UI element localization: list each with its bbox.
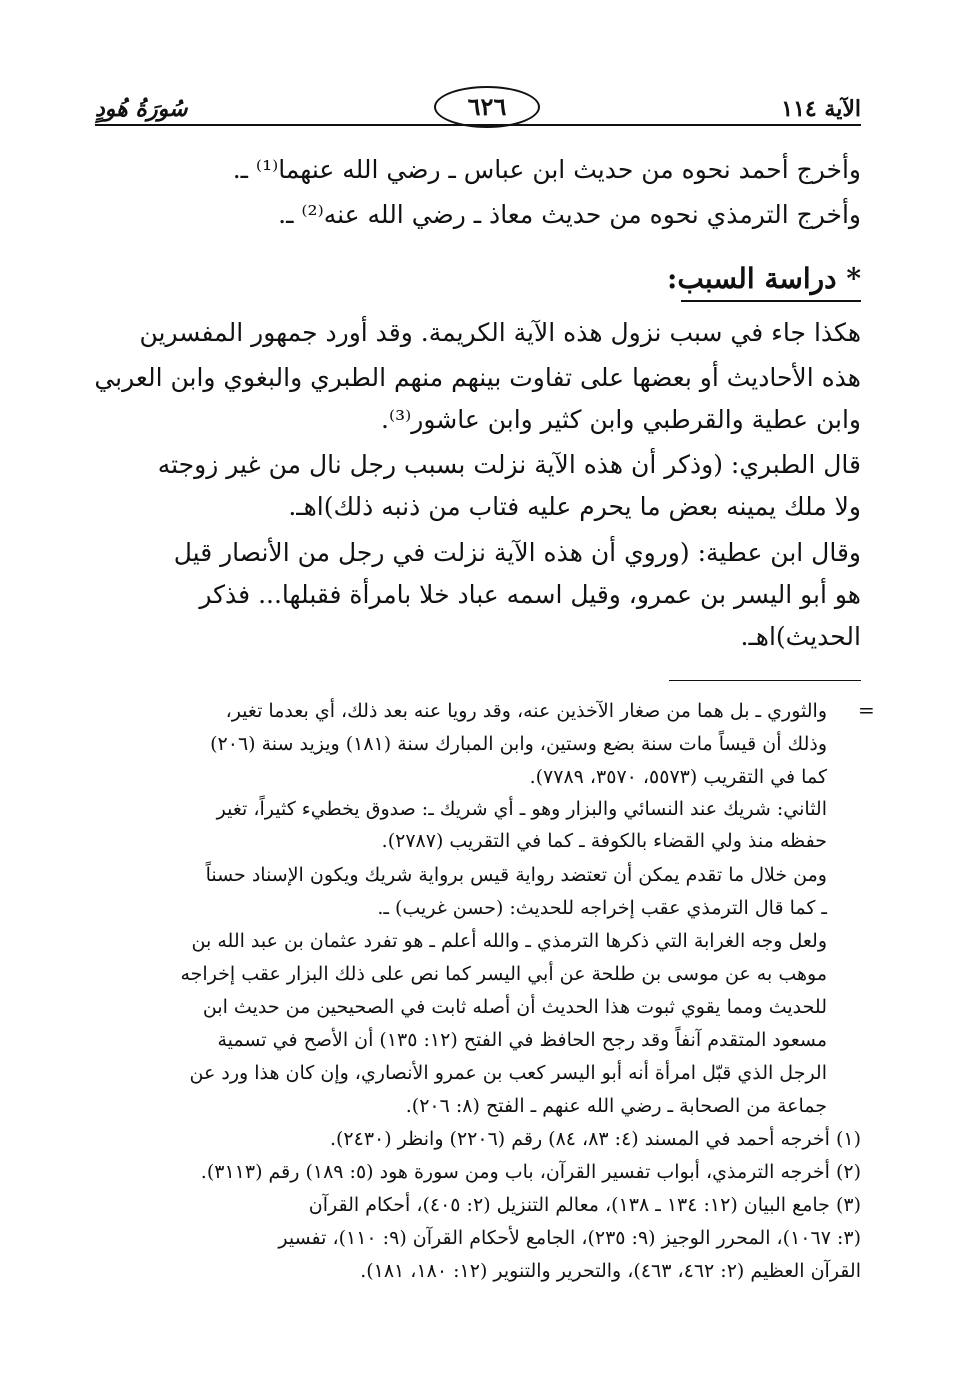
footnote-line: الرجل الذي قبّل امرأة أنه أبو اليسر كعب بن عمرو الأنصاري، وإن كان هذا ورد عن (189, 1062, 827, 1084)
footnote-line: مسعود المتقدم آنفاً وقد رجح الحافظ في الفتح (١٢: ١٣٥) أن الأصح في تسمية (217, 1029, 827, 1051)
footnote-line: ـ كما قال الترمذي عقب إخراجه للحديث: (حسن غريب) ـ. (377, 897, 827, 919)
continuation-mark: = (858, 698, 875, 722)
footnote-line: (١) أخرجه أحمد في المسند (٤: ٨٣، ٨٤) رقم (٢٢٠٦) وانظر (٢٤٣٠). (329, 1128, 861, 1150)
body-line: وابن عطية والقرطبي وابن كثير وابن عاشور⁽³⁾. (381, 405, 861, 434)
body-line: قال الطبري: (وذكر أن هذه الآية نزلت بسبب رجل نال من غير زوجته (157, 450, 861, 479)
top-line: وأخرج أحمد نحوه من حديث ابن عباس ـ رضي الله عنهما⁽¹⁾ ـ. (232, 155, 861, 184)
footnote-line: حفظه منذ ولي القضاء بالكوفة ـ كما في التقريب (٢٧٨٧). (381, 830, 827, 852)
surah-name: سُورَةُ هُودٍ (95, 96, 188, 122)
body-line: ولا ملك يمينه بعض ما يحرم عليه فتاب من ذنبه ذلك)اهـ. (288, 492, 861, 521)
footnote-line: موهب به عن موسى بن طلحة عن أبي اليسر كما نص على ذلك البزار عقب إخراجه (180, 963, 827, 985)
footnote-separator (669, 680, 861, 681)
page-number: ٦٢٦ (434, 86, 540, 128)
footnote-line: للحديث ومما يقوي ثبوت هذا الحديث أن أصله ثابت في الصحيحين من حديث ابن (202, 996, 827, 1018)
body-line: الحديث)اهـ. (740, 622, 861, 651)
section-heading: * دراسة السبب: (667, 262, 861, 295)
footnote-line: القرآن العظيم (٢: ٤٦٢، ٤٦٣)، والتحرير والتنوير (١٢: ١٨٠، ١٨١). (360, 1260, 861, 1282)
footnote-line: جماعة من الصحابة ـ رضي الله عنهم ـ الفتح (٨: ٢٠٦). (405, 1095, 827, 1117)
footnote-line: والثوري ـ بل هما من صغار الآخذين عنه، وقد رويا عنه بعد ذلك، أي بعدما تغير، (225, 700, 827, 722)
body-line: هذه الأحاديث أو بعضها على تفاوت بينهم منهم الطبري والبغوي وابن العربي (94, 363, 861, 392)
page-header (95, 92, 861, 136)
body-line: هو أبو اليسر بن عمرو، وقيل اسمه عباد خلا بامرأة فقبلها... فذكر (199, 580, 861, 609)
body-line: هكذا جاء في سبب نزول هذه الآية الكريمة. وقد أورد جمهور المفسرين (139, 318, 861, 347)
footnote-line: (٣: ١٠٦٧)، المحرر الوجيز (٩: ٢٣٥)، الجامع لأحكام القرآن (٩: ١١٠)، تفسير (278, 1227, 861, 1249)
footnote-line: (٣) جامع البيان (١٢: ١٣٤ ـ ١٣٨)، معالم التنزيل (٢: ٤٠٥)، أحكام القرآن (308, 1194, 861, 1216)
verse-label: الآية ١١٤ (781, 96, 861, 122)
footnote-line: (٢) أخرجه الترمذي، أبواب تفسير القرآن، باب ومن سورة هود (٥: ١٨٩) رقم (٣١١٣). (200, 1161, 861, 1183)
footnote-line: ومن خلال ما تقدم يمكن أن تعتضد رواية قيس برواية شريك ويكون الإسناد حسناً (205, 864, 827, 886)
header-rule (95, 124, 861, 126)
body-line: وقال ابن عطية: (وروي أن هذه الآية نزلت في رجل من الأنصار قيل (173, 538, 861, 567)
footnote-line: وذلك أن قيساً مات سنة بضع وستين، وابن المبارك سنة (١٨١) ويزيد سنة (٢٠٦) (210, 733, 827, 755)
top-line: وأخرج الترمذي نحوه من حديث معاذ ـ رضي الله عنه⁽²⁾ ـ. (278, 200, 861, 229)
heading-underline (681, 300, 861, 302)
footnote-line: ولعل وجه الغرابة التي ذكرها الترمذي ـ والله أعلم ـ هو تفرد عثمان بن عبد الله بن (191, 930, 827, 952)
footnote-line: كما في التقريب (٥٥٧٣، ٣٥٧٠، ٧٧٨٩). (529, 766, 827, 788)
footnote-line: الثاني: شريك عند النسائي والبزار وهو ـ أي شريك ـ: صدوق يخطيء كثيراً، تغير (216, 798, 827, 820)
